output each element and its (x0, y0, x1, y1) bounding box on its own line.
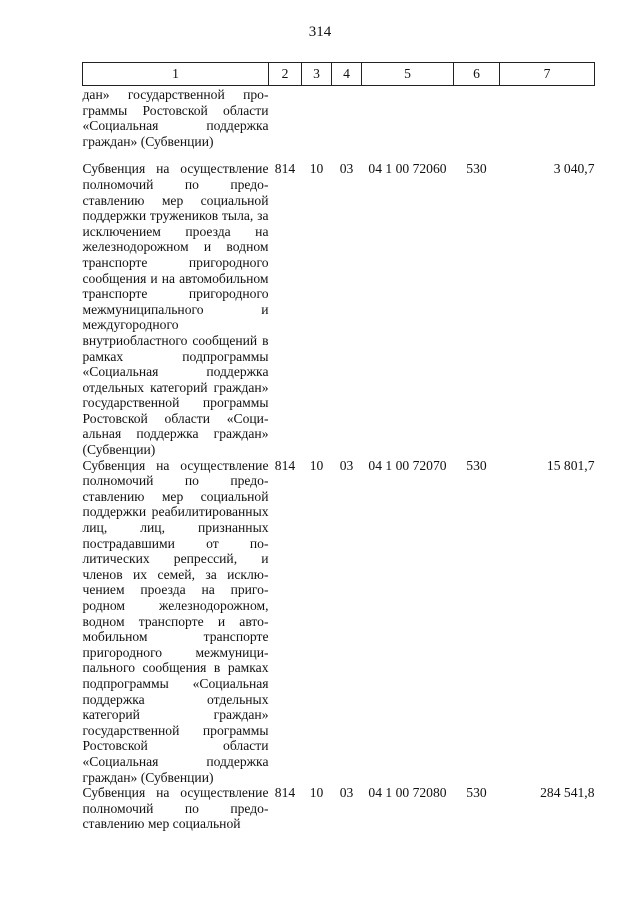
row-amount: 15 801,7 (546, 457, 595, 473)
row-expense-type: 530 (466, 785, 487, 801)
row-expense-type: 530 (466, 457, 487, 473)
row-target-article: 04 1 00 72080 (368, 785, 447, 801)
table-row-continuation (83, 86, 595, 162)
header-col-5: 5 (362, 63, 454, 86)
table-row (83, 161, 595, 457)
header-row (83, 63, 595, 86)
row-section: 10 (309, 161, 324, 177)
row-subsection: 03 (339, 161, 354, 177)
header-col-7: 7 (500, 63, 595, 86)
row-target-article: 04 1 00 72060 (368, 161, 447, 177)
row-subsection: 03 (339, 457, 354, 473)
row-description: Субвенция на осуществление полномочий по предоставлению мер социальной поддержки тружеников тыла, за исключением проезда на железнодорожном и водном транспорте пригородного сообщения и на автомобильном транспорте пригородного межмуниципального и междугородного внутриобластного сообщений в рамках подпрограммы «Социальная поддержка отдельных категорий граждан» государственной программы Ростовской области «Социальная поддержка граждан» (Субвенции) (82, 161, 269, 458)
row-description: Субвенция на осуществление полномочий по предоставлению мер социальной (82, 785, 269, 832)
row-expense-type: 530 (466, 161, 487, 177)
header-col-4: 4 (332, 63, 362, 86)
budget-table (82, 62, 595, 832)
row-target-article: 04 1 00 72070 (368, 457, 447, 473)
row-code-admin: 814 (274, 161, 296, 177)
row-code-admin: 814 (274, 457, 296, 473)
row-description: Субвенция на осуществление полномочий по предоставлению мер социальной поддержки реабилитированных лиц, лиц, признанных пострадавшими от политических репрессий, и членов их семей, за исключением проезда на пригородном железнодорожном, водном транспорте и автомобильном транспорте пригородного межмуниципального сообщения в рамках подпрограммы «Социальная поддержка отдельных категорий граждан» государственной программы Ростовской области «Социальная поддержка граждан» (Субвенции) (82, 457, 269, 785)
row-code-admin: 814 (274, 785, 296, 801)
table-row (83, 785, 595, 832)
row-section: 10 (309, 457, 324, 473)
row-subsection: 03 (339, 785, 354, 801)
continuation-description: дан» государственной программы Ростовской области «Социальная поддержка граждан» (Субвенции) (82, 87, 269, 149)
row-amount: 3 040,7 (553, 161, 595, 177)
header-col-2: 2 (269, 63, 302, 86)
header-col-1: 1 (83, 63, 269, 86)
row-amount: 284 541,8 (540, 785, 595, 801)
header-col-6: 6 (454, 63, 500, 86)
row-section: 10 (309, 785, 324, 801)
page-number: 314 (308, 24, 332, 40)
table-row (83, 458, 595, 785)
header-col-3: 3 (302, 63, 332, 86)
